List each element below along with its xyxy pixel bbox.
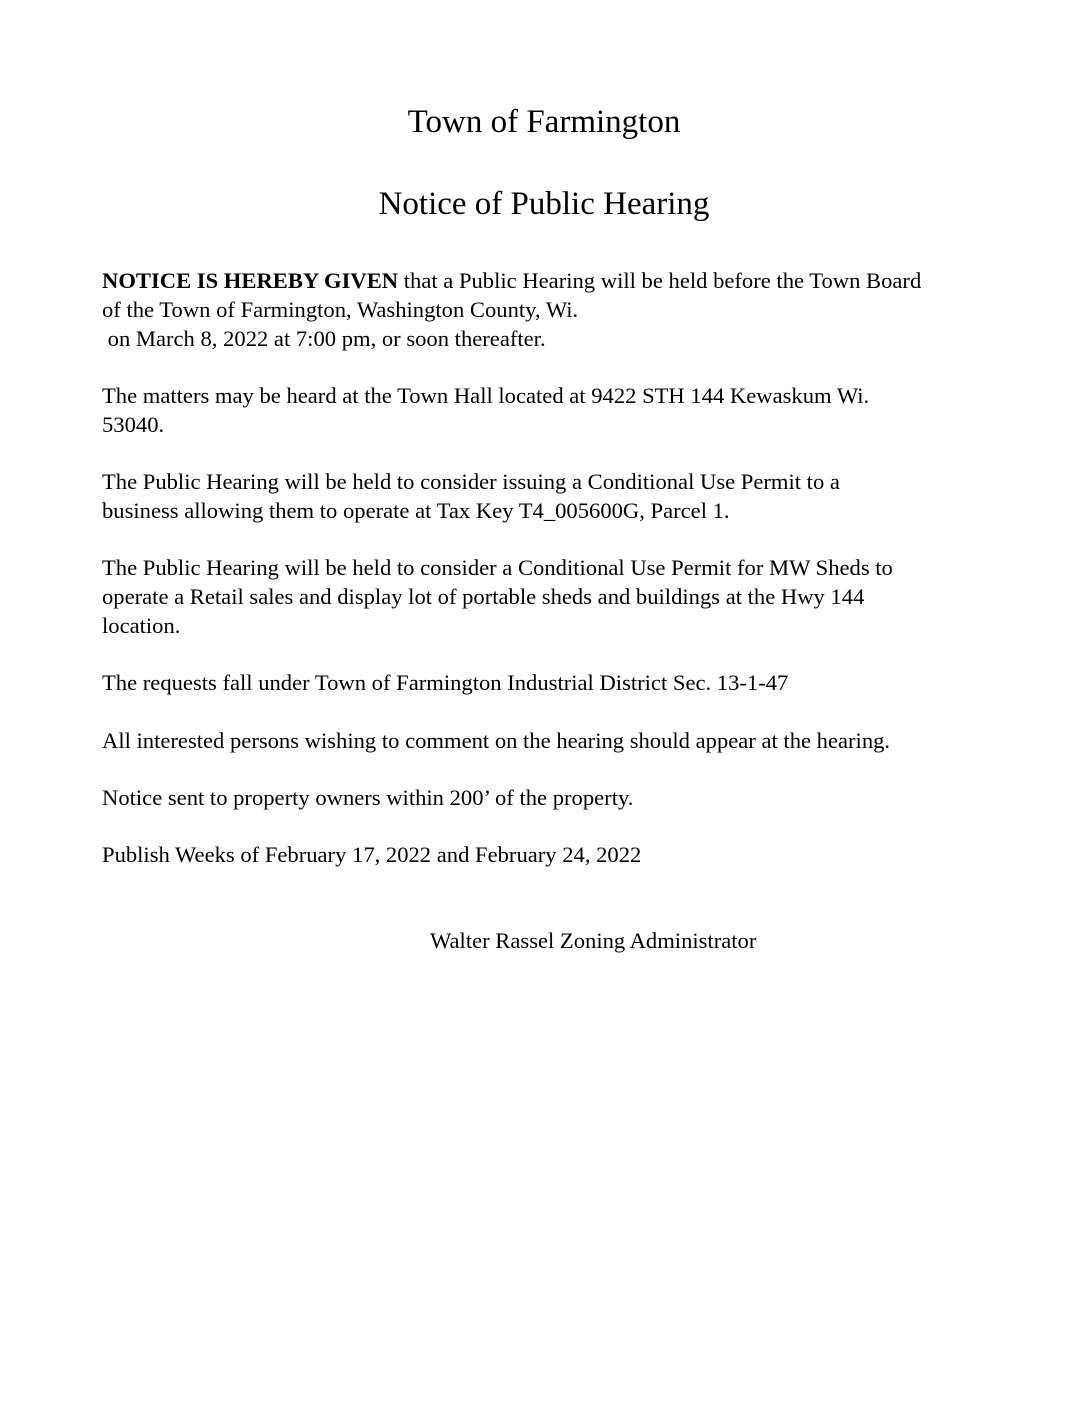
notice-line-2: of the Town of Farmington, Washington County, Wi. [102,297,579,322]
permit-line-1: The Public Hearing will be held to consider issuing a Conditional Use Permit to a [102,469,840,494]
document-title: Town of Farmington [407,104,681,140]
mw-sheds-line-2: operate a Retail sales and display lot of portable sheds and buildings at the Hwy 144 [102,584,865,609]
paragraph-interested-persons: All interested persons wishing to comment on the hearing should appear at the hearing. [102,728,891,753]
location-line-1: The matters may be heard at the Town Hall located at 9422 STH 144 Kewaskum Wi. [102,383,870,408]
notice-line-1-rest: that a Public Hearing will be held before the Town Board [398,268,922,293]
paragraph-permit-tax-key [102,467,1002,525]
mw-sheds-line-3: location. [102,613,181,638]
paragraph-line [102,266,1002,295]
document-subtitle: Notice of Public Hearing [378,186,710,222]
paragraph-location [102,381,1002,439]
location-line-2: 53040. [102,412,165,437]
paragraph-district: The requests fall under Town of Farmington Industrial District Sec. 13-1-47 [102,670,789,695]
paragraph-notice-given [102,266,1002,353]
notice-line-3: on March 8, 2022 at 7:00 pm, or soon thereafter. [102,326,546,351]
permit-line-2: business allowing them to operate at Tax Key T4_005600G, Parcel 1. [102,498,730,523]
signature-line: Walter Rassel Zoning Administrator [430,928,757,953]
notice-lead-bold: NOTICE IS HEREBY GIVEN [102,268,399,293]
paragraph-publish-weeks: Publish Weeks of February 17, 2022 and February 24, 2022 [102,842,642,867]
paragraph-notice-sent: Notice sent to property owners within 200’ of the property. [102,785,634,810]
paragraph-permit-mw-sheds [102,553,1002,640]
mw-sheds-line-1: The Public Hearing will be held to consider a Conditional Use Permit for MW Sheds to [102,555,893,580]
